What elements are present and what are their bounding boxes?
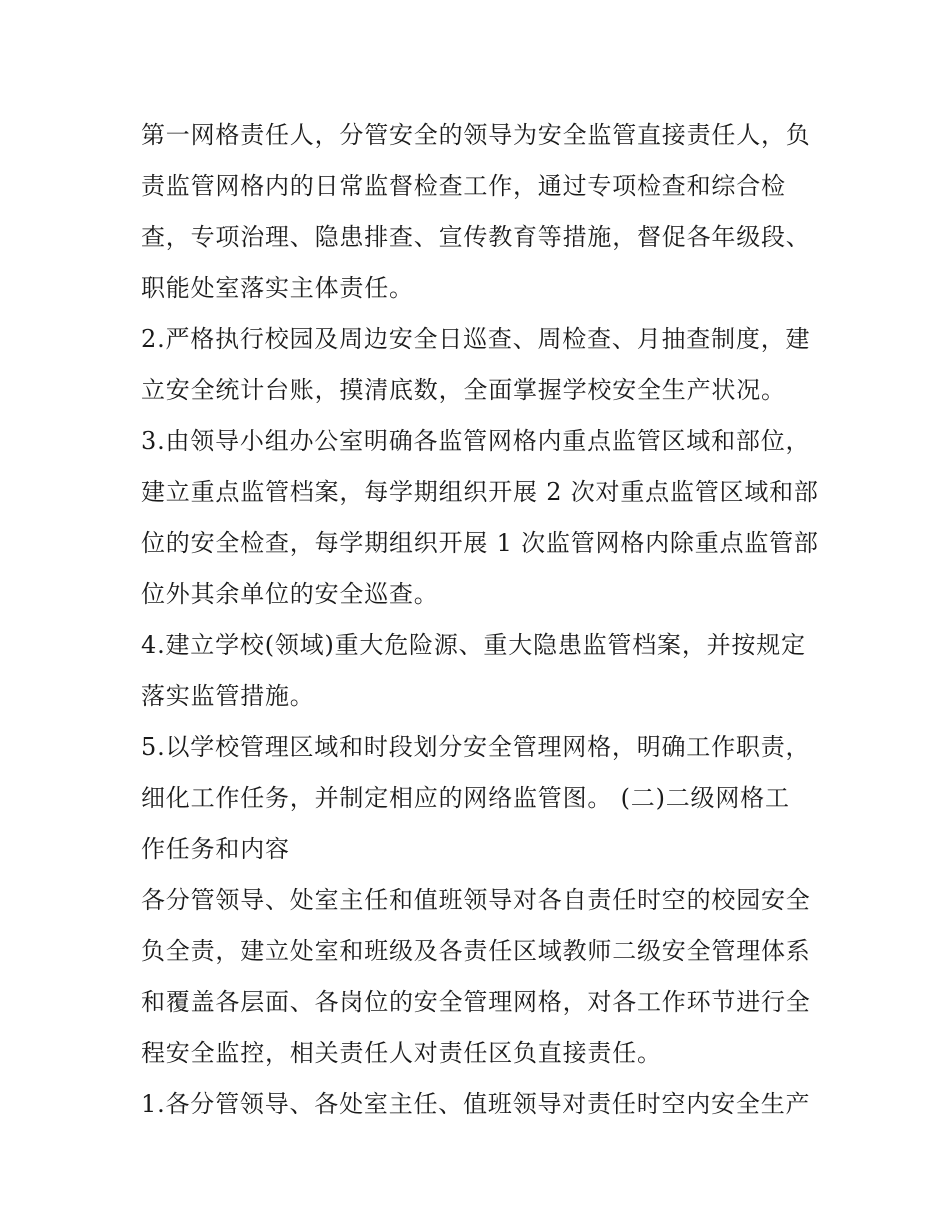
text-line: 负全责，建立处室和班级及各责任区域教师二级安全管理体系 [141, 937, 811, 965]
text-line: 立安全统计台账，摸清底数，全面掌握学校安全生产状况。 [141, 376, 786, 404]
text-line: 各分管领导、处室主任和值班领导对各自责任时空的校园安全 [141, 886, 811, 914]
text-line: 责监管网格内的日常监督检查工作，通过专项检查和综合检 [141, 172, 786, 200]
text-line: 3.由领导小组办公室明确各监管网格内重点监管区域和部位， [141, 427, 811, 455]
text-line: 位的安全检查，每学期组织开展 1 次监管网格内除重点监管部 [141, 529, 819, 557]
text-line: 建立重点监管档案，每学期组织开展 2 次对重点监管区域和部 [141, 478, 819, 506]
text-line: 1.各分管领导、各处室主任、值班领导对责任时空内安全生产 [141, 1090, 811, 1118]
text-line: 程安全监控，相关责任人对责任区负直接责任。 [141, 1039, 662, 1067]
text-line: 位外其余单位的安全巡查。 [141, 580, 439, 608]
text-line: 和覆盖各层面、各岗位的安全管理网格，对各工作环节进行全 [141, 988, 811, 1016]
text-line: 4.建立学校(领域)重大危险源、重大隐患监管档案，并按规定 [141, 631, 806, 659]
text-line: 落实监管措施。 [141, 682, 315, 710]
text-line: 5.以学校管理区域和时段划分安全管理网格，明确工作职责， [141, 733, 811, 761]
text-line: 查，专项治理、隐患排查、宣传教育等措施，督促各年级段、 [141, 223, 811, 251]
document-body [141, 110, 821, 1130]
text-line: 2.严格执行校园及周边安全日巡查、周检查、月抽查制度，建 [141, 325, 811, 353]
text-line: 职能处室落实主体责任。 [141, 274, 414, 302]
text-line: 细化工作任务，并制定相应的网络监管图。 (二)二级网格工 [141, 784, 790, 812]
text-line: 作任务和内容 [141, 835, 290, 863]
text-line: 第一网格责任人，分管安全的领导为安全监管直接责任人，负 [141, 121, 811, 149]
